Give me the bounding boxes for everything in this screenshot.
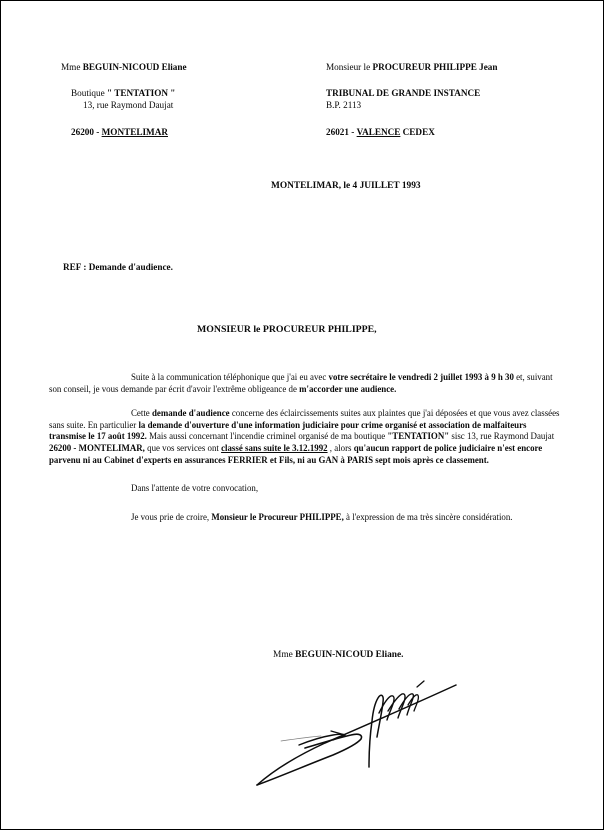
sender-name-line [61,63,301,73]
p1-seg4: m'accorder une audience. [299,383,397,394]
p2-seg10: classé sans suite le 3.12.1992 [221,442,328,453]
p2-seg4: la demande d'ouverture d'une information judiciaire pour crime organisé et association de malfaiteurs transmise le 17 août 1992. [49,419,527,442]
recipient-address-block [326,63,576,138]
p1-seg1: Suite à la communication téléphonique que j'ai eu avec [131,372,329,382]
signature-ink-icon [251,667,461,797]
sender-business-line [61,89,301,99]
sender-name-prefix: Mme [61,62,81,72]
recipient-name: PROCUREUR PHILIPPE [372,62,477,72]
reference-line [63,262,173,272]
sender-address-block [61,63,301,138]
recipient-city: VALENCE [356,126,401,137]
date-value: 4 JUILLET 1993 [352,181,421,191]
signature-name: BEGUIN-NICOUD Eliane. [295,650,404,660]
recipient-cedex: CEDEX [402,126,435,137]
sender-business-label: Boutique [71,87,105,98]
date-line [271,181,421,191]
recipient-city-line [326,128,576,138]
handwritten-signature [251,667,461,797]
recipient-name-prefix: Monsieur le [326,62,371,72]
date-connector: le [343,181,351,191]
sender-postal-code: 26200 [71,126,94,137]
signature-name-line [273,650,403,660]
salutation: MONSIEUR le PROCUREUR PHILIPPE, [197,324,377,335]
p2-seg8: 26200 - MONTELIMAR, [49,442,145,453]
date-place: MONTELIMAR, [271,181,342,191]
body-paragraph-1 [49,372,561,395]
p2-seg1: Cette [131,408,152,419]
recipient-postal-code: 26021 [326,126,349,137]
p2-seg12: qu'aucun rapport de police judiciaire n'est encore parvenu ni au Cabinet d'experts en assurances FERRIER et Fils, ni au GAN à PARIS sept mois après ce classement. [49,442,543,465]
letter-body [49,372,561,523]
sender-street: 13, rue Raymond Daujat [83,100,174,111]
p2-seg7: sisc 13, rue Raymond Daujat [449,431,555,442]
recipient-separator: - [351,126,355,137]
p2-seg9: que vos services ont [144,442,222,453]
recipient-po-box: B.P. 2113 [326,100,362,111]
sender-city-line [61,128,301,138]
p1-seg2: votre secrétaire le vendredi 2 juillet 1993 à 9 h 30 [328,372,514,382]
signature-name-prefix: Mme [273,650,293,660]
body-paragraph-2 [49,408,561,466]
p4-seg1: Je vous prie de croire, [131,511,212,522]
sender-business-name: " TENTATION " [106,87,176,98]
sender-city: MONTELIMAR [101,126,168,137]
sender-name: BEGUIN-NICOUD Eliane [82,62,187,72]
recipient-name-line [326,63,576,73]
reference-value: Demande d'audience. [88,262,173,272]
recipient-institution-text: TRIBUNAL DE GRANDE INSTANCE [326,87,481,98]
p2-seg11: , alors [327,442,354,453]
p2-seg6: "TENTATION" [387,431,450,442]
body-paragraph-3 [49,483,561,495]
p2-seg2: demande d'audience [151,408,230,419]
p2-seg3: concerne des éclaircissements suites aux plaintes que j'ai déposées et que vous avez classées sans suite. En particulier [49,408,560,430]
sender-separator: - [96,126,100,137]
p4-seg2: Monsieur le Procureur PHILIPPE, [211,511,344,522]
p3-text: Dans l'attente de votre convocation, [131,483,259,494]
body-paragraph-4 [49,512,561,524]
recipient-first-name: Jean [479,62,498,72]
p4-seg3: à l'expression de ma très sincère considération. [343,511,513,522]
p1-seg3: et, suivant son conseil, je vous demande par écrit d'avoir l'extrême obligeance de [49,372,553,394]
reference-label: REF : [63,262,87,272]
recipient-institution [326,89,576,99]
p2-seg5: Mais aussi concernant l'incendie criminel organisé de ma boutique [146,431,388,442]
